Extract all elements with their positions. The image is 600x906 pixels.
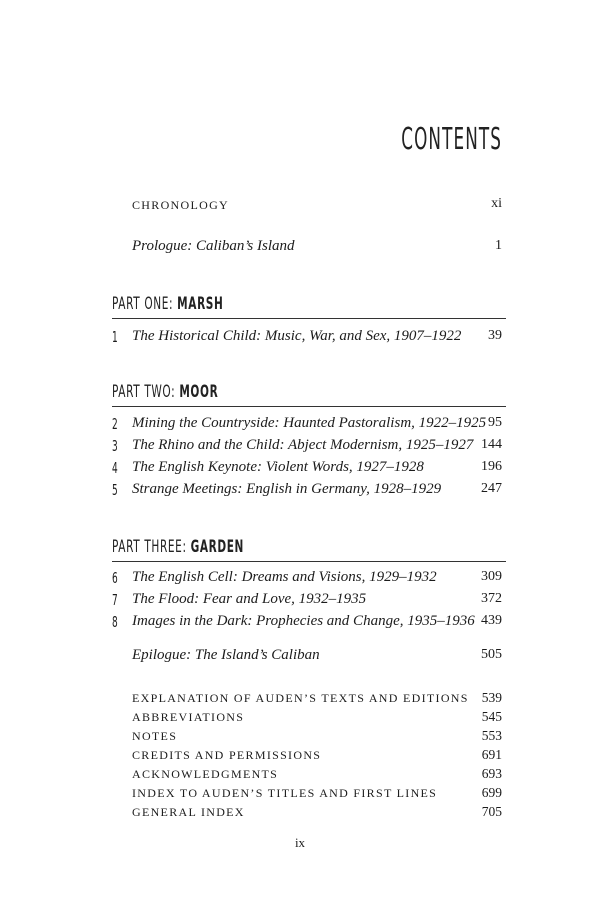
entry-title: NOTES	[132, 729, 178, 743]
toc-entry-abbreviations[interactable]	[112, 708, 502, 728]
part-one-heading	[112, 294, 223, 314]
chapter-number: 7	[112, 591, 118, 609]
entry-page: 144	[481, 437, 502, 452]
toc-entry-chapter-6[interactable]	[112, 569, 502, 589]
entry-page: 309	[481, 569, 502, 584]
entry-page: 1	[495, 238, 502, 253]
chapter-number: 3	[112, 437, 118, 455]
entry-title: ACKNOWLEDGMENTS	[132, 767, 279, 781]
entry-page: 196	[481, 459, 502, 474]
toc-entry-chapter-3[interactable]	[112, 437, 502, 457]
entry-title: GENERAL INDEX	[132, 805, 245, 819]
part-name: MARSH	[177, 294, 224, 314]
entry-page: 505	[481, 647, 502, 662]
toc-entry-index-titles[interactable]	[112, 784, 502, 804]
entry-page: 39	[488, 328, 502, 343]
part-three-rule	[112, 561, 506, 562]
entry-page: 545	[481, 709, 502, 724]
toc-entry-general-index[interactable]	[112, 803, 502, 823]
toc-entry-chapter-8[interactable]	[112, 613, 502, 633]
entry-title: The Flood: Fear and Love, 1932–1935	[132, 591, 367, 607]
part-three-heading	[112, 537, 244, 557]
chapter-number: 5	[112, 481, 118, 499]
entry-page: 691	[481, 747, 502, 762]
entry-title: Mining the Countryside: Haunted Pastoralism, 1922–1925	[132, 415, 487, 431]
entry-page: 439	[481, 613, 502, 628]
part-name: MOOR	[179, 382, 219, 402]
entry-page: 693	[481, 766, 502, 781]
toc-entry-prologue[interactable]	[112, 238, 502, 258]
chapter-number: 2	[112, 415, 118, 433]
chapter-number: 6	[112, 569, 118, 587]
part-two-heading	[112, 382, 218, 402]
toc-entry-chapter-7[interactable]	[112, 591, 502, 611]
entry-page: 553	[481, 728, 502, 743]
entry-title: CHRONOLOGY	[132, 198, 229, 212]
toc-entry-epilogue[interactable]	[112, 647, 502, 667]
chapter-number: 8	[112, 613, 118, 631]
page-number: ix	[294, 835, 306, 850]
toc-entry-chapter-1[interactable]	[112, 328, 502, 348]
entry-title: INDEX TO AUDEN’S TITLES AND FIRST LINES	[132, 786, 438, 800]
toc-entry-notes[interactable]	[112, 727, 502, 747]
chapter-number: 1	[112, 328, 118, 346]
entry-title: The English Cell: Dreams and Visions, 1929–1932	[132, 569, 437, 585]
part-two-rule	[112, 406, 506, 407]
entry-title: The Rhino and the Child: Abject Modernism, 1925–1927	[132, 437, 474, 453]
part-label: PART TWO:	[112, 382, 180, 402]
part-label: PART THREE:	[112, 537, 191, 557]
entry-page: 95	[488, 415, 502, 430]
entry-page: 247	[481, 481, 502, 496]
entry-title: CREDITS AND PERMISSIONS	[132, 748, 322, 762]
toc-entry-chapter-2[interactable]	[112, 415, 502, 435]
entry-title: ABBREVIATIONS	[132, 710, 245, 724]
chapter-number: 4	[112, 459, 118, 477]
entry-title: The Historical Child: Music, War, and Sex, 1907–1922	[132, 328, 462, 344]
entry-page: xi	[491, 196, 502, 211]
toc-entry-acknowledgments[interactable]	[112, 765, 502, 785]
entry-page: 539	[481, 690, 502, 705]
contents-heading: CONTENTS	[401, 122, 502, 157]
toc-entry-chronology[interactable]	[112, 196, 502, 216]
part-label: PART ONE:	[112, 294, 178, 314]
toc-entry-chapter-5[interactable]	[112, 481, 502, 501]
entry-title: EXPLANATION OF AUDEN’S TEXTS AND EDITIONS	[132, 691, 469, 705]
part-name: GARDEN	[190, 537, 245, 557]
entry-title: Epilogue: The Island’s Caliban	[132, 647, 320, 663]
entry-title: Images in the Dark: Prophecies and Change, 1935–1936	[132, 613, 475, 629]
entry-title: Strange Meetings: English in Germany, 1928–1929	[132, 481, 442, 497]
toc-entry-chapter-4[interactable]	[112, 459, 502, 479]
entry-page: 699	[481, 785, 502, 800]
toc-entry-explanation[interactable]	[112, 689, 502, 709]
entry-page: 705	[481, 804, 502, 819]
entry-title: The English Keynote: Violent Words, 1927–1928	[132, 459, 424, 475]
entry-title: Prologue: Caliban’s Island	[132, 238, 295, 254]
part-one-rule	[112, 318, 506, 319]
toc-entry-credits[interactable]	[112, 746, 502, 766]
entry-page: 372	[481, 591, 502, 606]
